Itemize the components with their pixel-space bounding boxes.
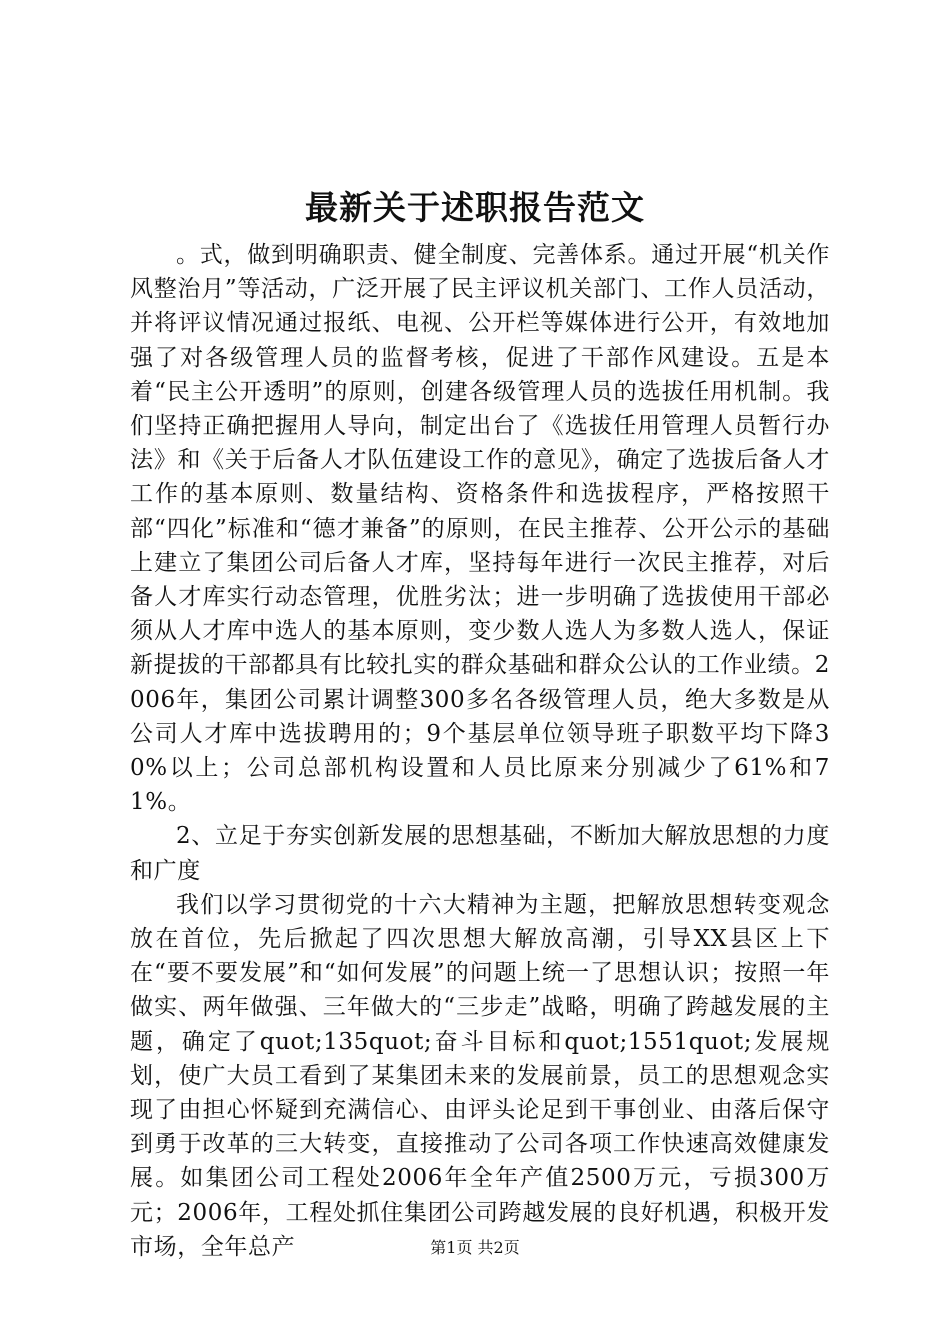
page-number-footer: 第1页 共2页 <box>430 1238 520 1257</box>
document-title: 最新关于述职报告范文 <box>305 188 645 227</box>
paragraph-heading: 2、立足于夯实创新发展的思想基础，不断加大解放思想的力度和广度 <box>130 823 830 884</box>
paragraph: 。式，做到明确职责、健全制度、完善体系。通过开展“机关作风整治月”等活动，广泛开展了民主评议机关部门、工作人员活动，并将评议情况通过报纸、电视、公开栏等媒体进行公开，有效地加强了对各级管理人员的监督考核，促进了干部作风建设。五是本着“民主公开透明”的原则，创建各级管理人员的选拔任用机制。我们坚持正确把握用人导向，制定出台了《选拔任用管理人员暂行办法》和《关于后备人才队伍建设工作的意见》，确定了选拔后备人才工作的基本原则、数量结构、资格条件和选拔程序，严格按照干部“四化”标准和“德才兼备”的原则，在民主推荐、公开公示的基础上建立了集团公司后备人才库，坚持每年进行一次民主推荐，对后备人才库实行动态管理，优胜劣汰；进一步明确了选拔使用干部必须从人才库中选人的基本原则，变少数人选人为多数人选人，保证新提拔的干部都具有比较扎实的群众基础和群众公认的工作业绩。2006年，集团公司累计调整300多名各级管理人员，绝大多数是从公司人才库中选拔聘用的；9个基层单位领导班子职数平均下降30%以上；公司总部机构设置和人员比原来分别减少了61%和71%。 <box>130 242 830 816</box>
document-body <box>130 238 830 1264</box>
paragraph: 我们以学习贯彻党的十六大精神为主题，把解放思想转变观念放在首位，先后掀起了四次思想大解放高潮，引导XX县区上下在“要不要发展”和“如何发展”的问题上统一了思想认识；按照一年做实、两年做强、三年做大的“三步走”战略，明确了跨越发展的主题，确定了quot;135quot;奋斗目标和quot;1551quot;发展规划，使广大员工看到了某集团未来的发展前景，员工的思想观念实现了由担心怀疑到充满信心、由评头论足到干事创业、由落后保守到勇于改革的三大转变，直接推动了公司各项工作快速高效健康发展。如集团公司工程处2006年全年产值2500万元，亏损300万元；2006年，工程处抓住集团公司跨越发展的良好机遇，积极开发市场，全年总产 <box>130 891 830 1260</box>
